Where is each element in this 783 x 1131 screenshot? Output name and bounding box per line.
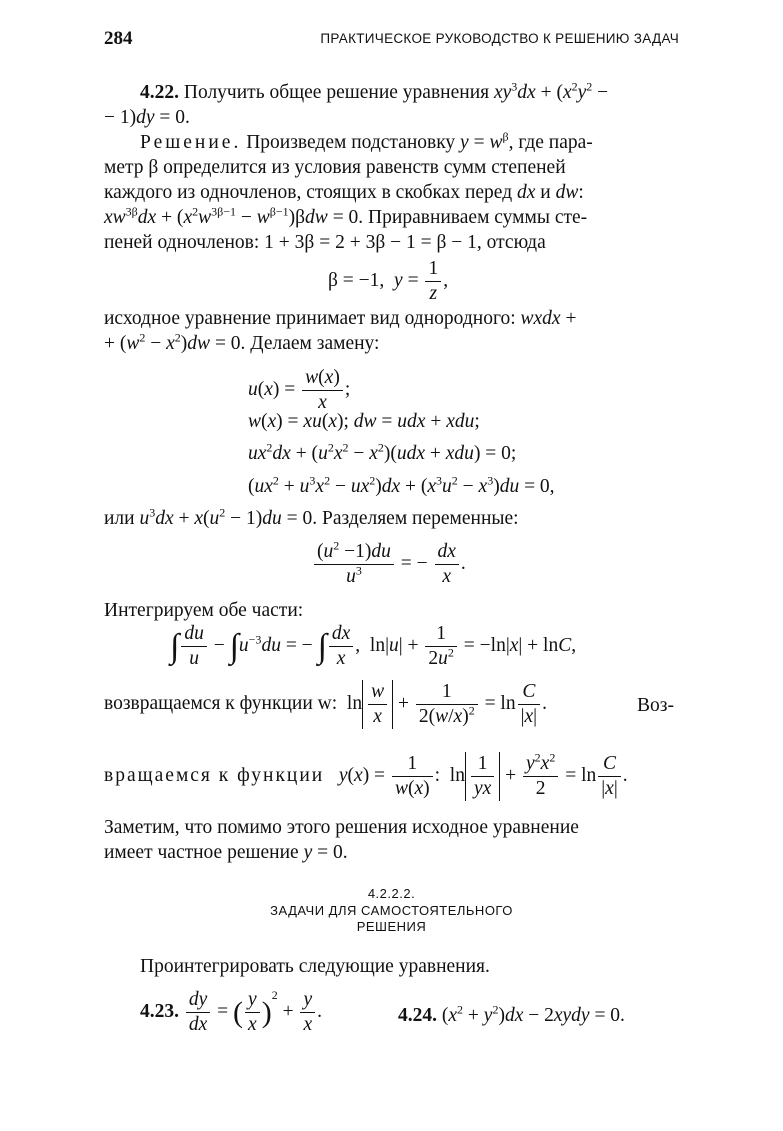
solution-paragraph-4: Интегрируем обе части:	[104, 600, 304, 621]
equation-beta: β = −1, y = $\frac{1}{z}$ ,	[328, 258, 449, 304]
return-to-w-line: возвращаемся к функции w: ln $\frac{w}{x}$ + $\frac{1}{2(w/x)^2}$ = ln $\frac{C}{|x|}$ .	[104, 681, 547, 727]
equation-line-2: w(x) = xu(x); dw = udx + xdu;	[248, 411, 480, 432]
solution-paragraph-1: Решение. Произведем подстановку $y = w^\beta$, где пара- метр β определится из условия равенств сумм степеней каждого из одночленов, стоящих в скобках перед dx и dw: $xw^{3\beta}dx + (x^2w^{3\beta-1} - w^{\beta-1})\beta dw = 0$. Приравниваем суммы сте- пеней одночленов: 1 + 3β = 2 + 3β − 1 = β − 1, отсюда	[104, 129, 593, 253]
section-title-line-1: ЗАДАЧИ ДЛЯ САМОСТОЯТЕЛЬНОГО	[270, 903, 513, 918]
exercises-intro: Проинтегрировать следующие уравнения.	[140, 956, 490, 977]
equation-separated: $\frac{(u^2 -1)du}{u^3}$ = − $\frac{dx}{x}$ .	[312, 540, 466, 589]
return-to-y-line: вращаемся к функции y(x) = $\frac{1}{w(x)}$ : ln $\frac{1}{yx}$ + $\frac{y^2x^2}{2}$ = ln $\frac{C}{|x|}$ .	[104, 750, 628, 799]
section-title-line-2: РЕШЕНИЯ	[356, 919, 427, 934]
continuation-text: Воз-	[637, 695, 674, 716]
running-title: ПРАКТИЧЕСКОЕ РУКОВОДСТВО К РЕШЕНИЮ ЗАДАЧ	[320, 31, 679, 46]
equation-substitution: u(x) = $\frac{w(x)}{x}$ ;	[248, 367, 351, 413]
solution-paragraph-3: или $u^3dx + x(u^2 - 1)du = 0$. Разделяем переменные:	[104, 505, 519, 529]
solution-remark: Заметим, что помимо этого решения исходное уравнение имеет частное решение y = 0.	[104, 817, 579, 863]
exercise-number: 4.24.	[398, 1005, 437, 1026]
section-number: 4.2.2.2.	[367, 886, 416, 901]
exercise-4-23: 4.23. $\frac{dy}{dx}$ = ( $\frac{y}{x}$ )$^2$ + $\frac{y}{x}$ .	[140, 987, 322, 1035]
page-number: 284	[104, 28, 133, 49]
exercise-number: 4.23.	[140, 1000, 179, 1022]
statement-text-cont: − 1)dy = 0.	[104, 107, 190, 128]
solution-label: Решение.	[140, 132, 242, 153]
equation-integral: ∫ $\frac{du}{u}$ − $\int u^{-3}du$ = − ∫ $\frac{dx}{x}$ , ln|u| + $\frac{1}{2u^2}$ = −ln|x| + lnC,	[170, 623, 577, 669]
problem-statement	[104, 80, 680, 130]
equation-line-3: $ux^2dx + (u^2x^2 - x^2)(udx + xdu) = 0$;	[248, 440, 517, 464]
exercise-4-24: 4.24. $(x^2 + y^2)dx$ − 2xydy = 0.	[398, 1002, 625, 1026]
equation-line-4: $(ux^2 + u^3x^2 - ux^2)dx + (x^3u^2 - x^3)du = 0$,	[248, 473, 555, 497]
statement-text: Получить общее решение уравнения $xy^3dx + (x^2y^2$ −	[183, 79, 609, 103]
solution-paragraph-2: исходное уравнение принимает вид однородного: wxdx + + $(w^2 - x^2)dw = 0$. Делаем замену:	[104, 308, 577, 354]
problem-number: 4.22.	[140, 82, 179, 103]
